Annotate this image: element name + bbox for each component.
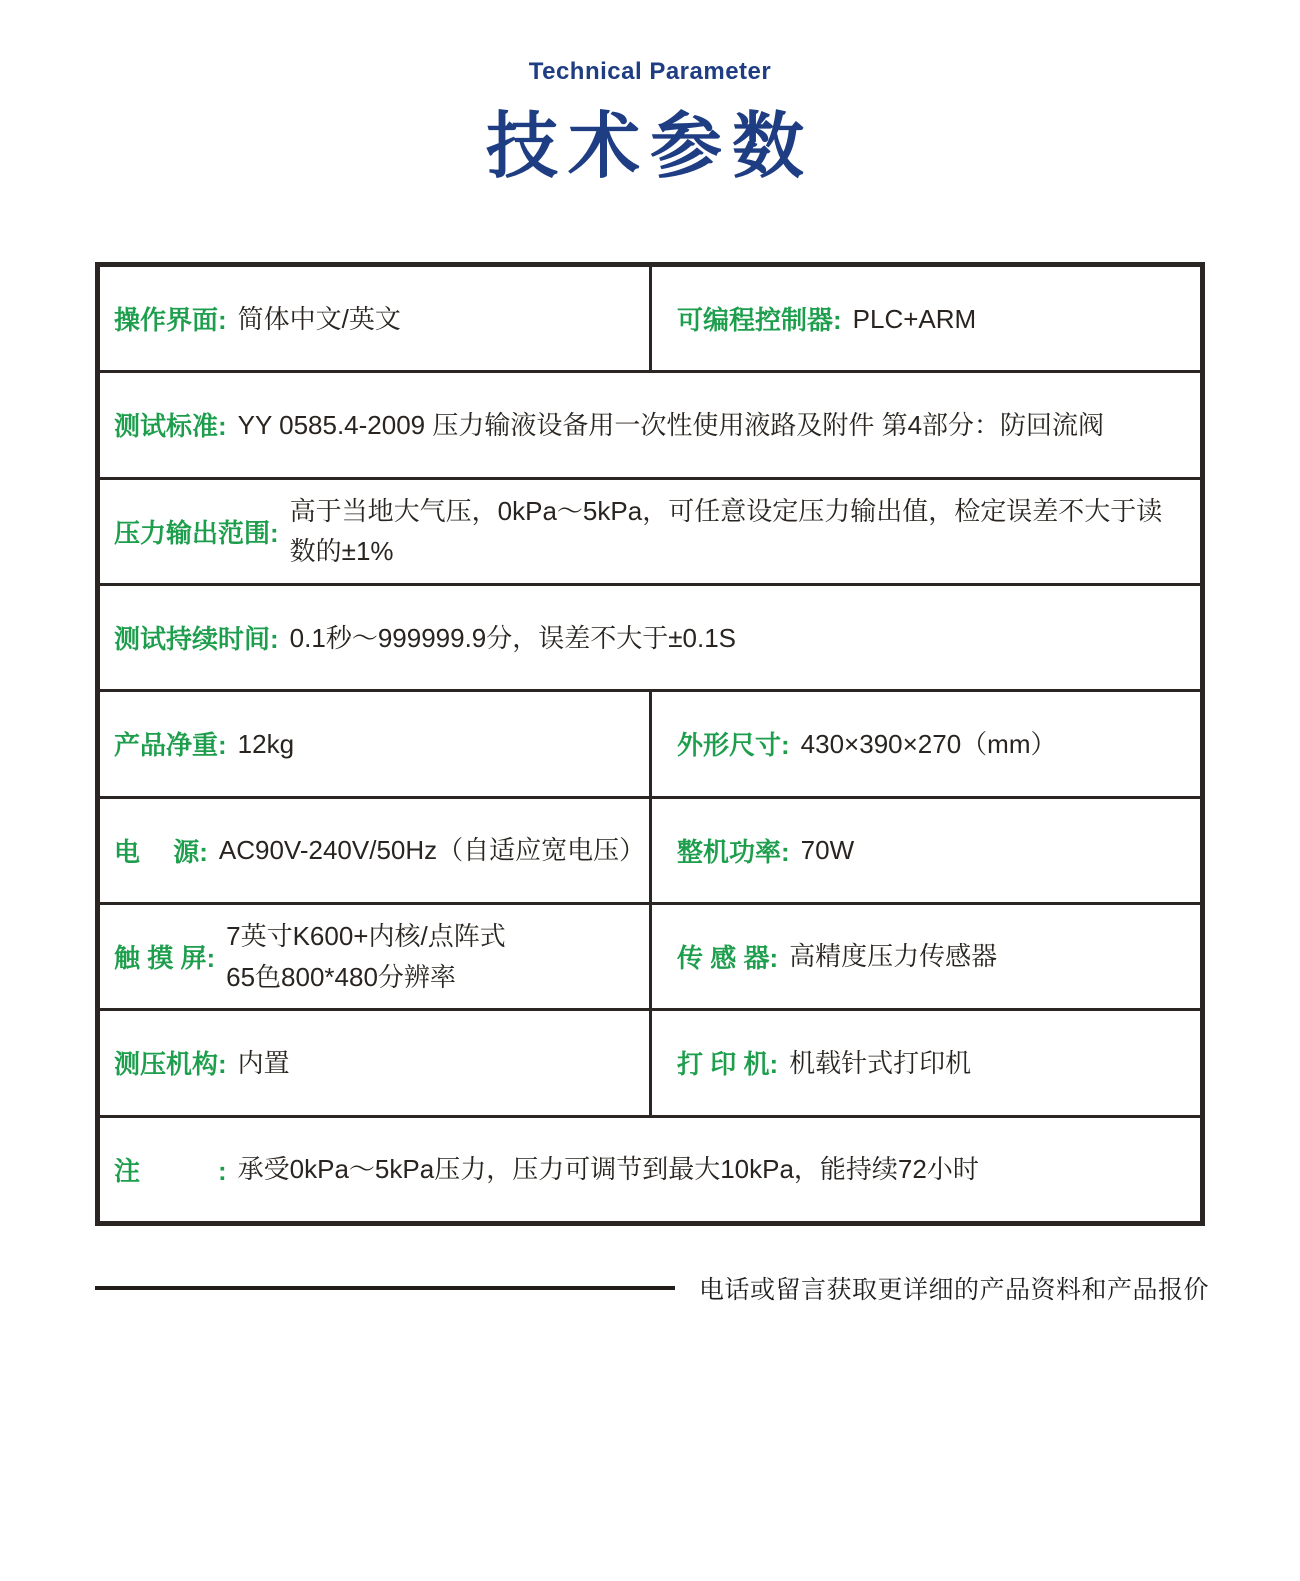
table-row-interface-controller bbox=[100, 267, 1200, 370]
table-row-touchscreen-sensor bbox=[100, 902, 1200, 1008]
value-operation-interface: 简体中文/英文 bbox=[237, 303, 401, 334]
label-sensor: 传 感 器: bbox=[677, 943, 779, 974]
cell-test-duration bbox=[100, 586, 1200, 689]
table-row-weight-dimensions bbox=[100, 689, 1200, 795]
value-total-power: 70W bbox=[800, 835, 855, 866]
cell-net-weight bbox=[100, 692, 649, 795]
cell-note bbox=[100, 1118, 1200, 1221]
cell-pressure-mechanism bbox=[100, 1011, 649, 1114]
cell-power-supply bbox=[100, 799, 649, 902]
value-test-duration: 0.1秒～999999.9分，误差不大于±0.1S bbox=[289, 622, 737, 653]
value-printer: 机载针式打印机 bbox=[789, 1047, 972, 1078]
table-row-mechanism-printer bbox=[100, 1008, 1200, 1114]
cell-programmable-controller bbox=[649, 267, 1200, 370]
label-operation-interface: 操作界面: bbox=[114, 305, 227, 336]
label-test-standard: 测试标准: bbox=[114, 411, 227, 442]
cell-printer bbox=[649, 1011, 1200, 1114]
cell-touchscreen bbox=[100, 905, 649, 1008]
cell-sensor bbox=[649, 905, 1200, 1008]
label-programmable-controller: 可编程控制器: bbox=[677, 305, 842, 336]
label-power-supply: 电 源: bbox=[114, 836, 208, 867]
footer-divider-line bbox=[95, 1286, 675, 1290]
label-touchscreen: 触 摸 屏: bbox=[114, 943, 216, 974]
label-pressure-output-range: 压力输出范围: bbox=[114, 517, 279, 548]
footer bbox=[95, 1266, 1210, 1310]
table-row-note bbox=[100, 1115, 1200, 1221]
value-dimensions: 430×390×270（mm） bbox=[800, 728, 1057, 759]
label-printer: 打 印 机: bbox=[677, 1049, 779, 1080]
subtitle-english: Technical Parameter bbox=[528, 58, 772, 85]
table-row-test-standard bbox=[100, 370, 1200, 476]
value-programmable-controller: PLC+ARM bbox=[852, 303, 977, 334]
label-net-weight: 产品净重: bbox=[114, 730, 227, 761]
value-pressure-mechanism: 内置 bbox=[237, 1047, 290, 1078]
value-net-weight: 12kg bbox=[237, 728, 295, 759]
cell-operation-interface bbox=[100, 267, 649, 370]
label-note: 注 : bbox=[114, 1155, 227, 1186]
value-test-standard: YY 0585.4-2009 压力输液设备用一次性使用液路及附件 第4部分：防回流阀 bbox=[237, 409, 1105, 440]
cell-pressure-output-range bbox=[100, 480, 1200, 583]
value-sensor: 高精度压力传感器 bbox=[789, 941, 998, 972]
table-row-pressure-output-range bbox=[100, 477, 1200, 583]
value-touchscreen bbox=[226, 916, 506, 997]
cell-total-power bbox=[649, 799, 1200, 902]
page-title: 技术参数 bbox=[485, 107, 814, 187]
value-power-supply: AC90V-240V/50Hz（自适应宽电压） bbox=[218, 835, 646, 866]
cell-test-standard bbox=[100, 373, 1200, 476]
value-note: 承受0kPa～5kPa压力，压力可调节到最大10kPa，能持续72小时 bbox=[237, 1154, 979, 1185]
table-row-power bbox=[100, 796, 1200, 902]
footer-contact-note: 电话或留言获取更详细的产品资料和产品报价 bbox=[699, 1276, 1210, 1304]
value-touchscreen-line1: 7英寸K600+内核/点阵式 bbox=[226, 921, 506, 952]
cell-dimensions bbox=[649, 692, 1200, 795]
value-pressure-output-range: 高于当地大气压，0kPa～5kPa，可任意设定压力输出值，检定误差不大于读数的±1% bbox=[289, 496, 1163, 567]
spec-table bbox=[95, 262, 1205, 1226]
label-total-power: 整机功率: bbox=[677, 836, 790, 867]
label-test-duration: 测试持续时间: bbox=[114, 624, 279, 655]
label-dimensions: 外形尺寸: bbox=[677, 730, 790, 761]
value-touchscreen-line2: 65色800*480分辨率 bbox=[226, 961, 456, 992]
table-row-test-duration bbox=[100, 583, 1200, 689]
label-pressure-mechanism: 测压机构: bbox=[114, 1049, 227, 1080]
